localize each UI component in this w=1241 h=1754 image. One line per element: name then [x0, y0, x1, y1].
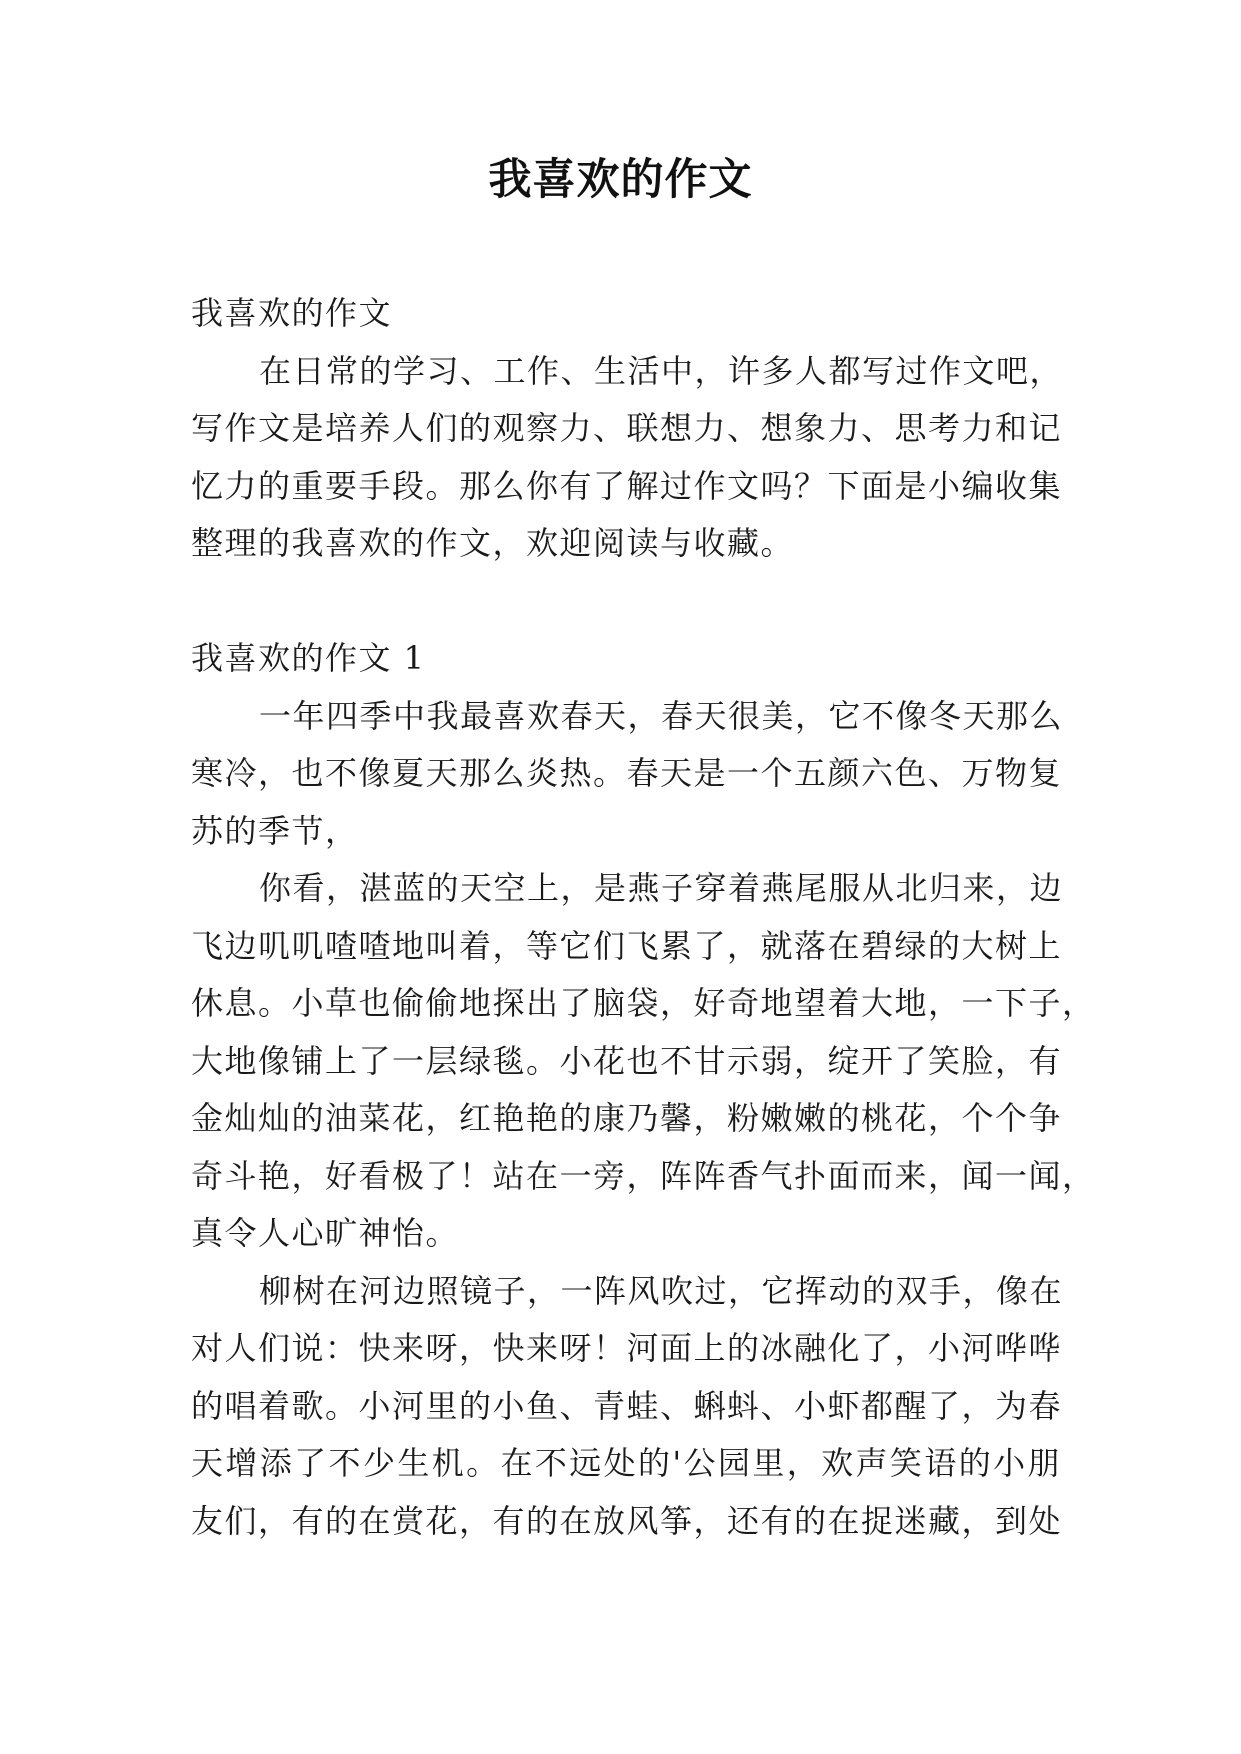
- intro-heading: 我喜欢的作文: [191, 294, 393, 332]
- essay1-heading: 我喜欢的作文 1: [191, 639, 426, 677]
- text-line: 休息。小草也偷偷地探出了脑袋，好奇地望着大地，一下子，: [191, 984, 1096, 1022]
- text-line: 真令人心旷神怡。: [191, 1214, 460, 1252]
- text-line: 大地像铺上了一层绿毯。小花也不甘示弱，绽开了笑脸，有: [191, 1041, 1063, 1080]
- text-line: 柳树在河边照镜子，一阵风吹过，它挥动的双手，像在: [259, 1271, 1064, 1310]
- text-line: 寒冷，也不像夏天那么炎热。春天是一个五颜六色、万物复: [191, 754, 1063, 792]
- text-line: 忆力的重要手段。那么你有了解过作文吗？下面是小编收集: [191, 466, 1063, 505]
- text-line: 一年四季中我最喜欢春天，春天很美，它不像冬天那么: [259, 696, 1064, 735]
- document-title: 我喜欢的作文: [488, 155, 753, 205]
- text-line: 天增添了不少生机。在不远处的'公园里，欢声笑语的小朋: [191, 1444, 1061, 1482]
- section-gap: [191, 573, 1061, 631]
- text-line: 金灿灿的油菜花，红艳艳的康乃馨，粉嫩嫩的桃花，个个争: [191, 1099, 1063, 1137]
- text-line: 你看，湛蓝的天空上，是燕子穿着燕尾服从北归来，边: [259, 869, 1064, 907]
- document-body: [191, 285, 1096, 1550]
- text-line: 写作文是培养人们的观察力、联想力、想象力、思考力和记: [191, 409, 1063, 447]
- text-line: 在日常的学习、工作、生活中，许多人都写过作文吧，: [259, 351, 1064, 390]
- text-line: 对人们说：快来呀，快来呀！河面上的冰融化了，小河哗哗: [191, 1329, 1063, 1367]
- intro-paragraph: [191, 343, 1064, 573]
- essay1-paragraph-3: [191, 1263, 1064, 1551]
- essay1-paragraph-1: [191, 688, 1064, 861]
- essay1-paragraph-2: [191, 860, 1096, 1263]
- text-line: 的唱着歌。小河里的小鱼、青蛙、蝌蚪、小虾都醒了，为春: [191, 1386, 1063, 1425]
- text-line: 整理的我喜欢的作文，欢迎阅读与收藏。: [191, 524, 795, 562]
- text-line: 飞边叽叽喳喳地叫着，等它们飞累了，就落在碧绿的大树上: [191, 926, 1063, 965]
- text-line: 奇斗艳，好看极了！站在一旁，阵阵香气扑面而来，闻一闻，: [191, 1156, 1096, 1195]
- text-line: 友们，有的在赏花，有的在放风筝，还有的在捉迷藏，到处: [191, 1501, 1063, 1540]
- text-line: 苏的季节，: [191, 811, 359, 850]
